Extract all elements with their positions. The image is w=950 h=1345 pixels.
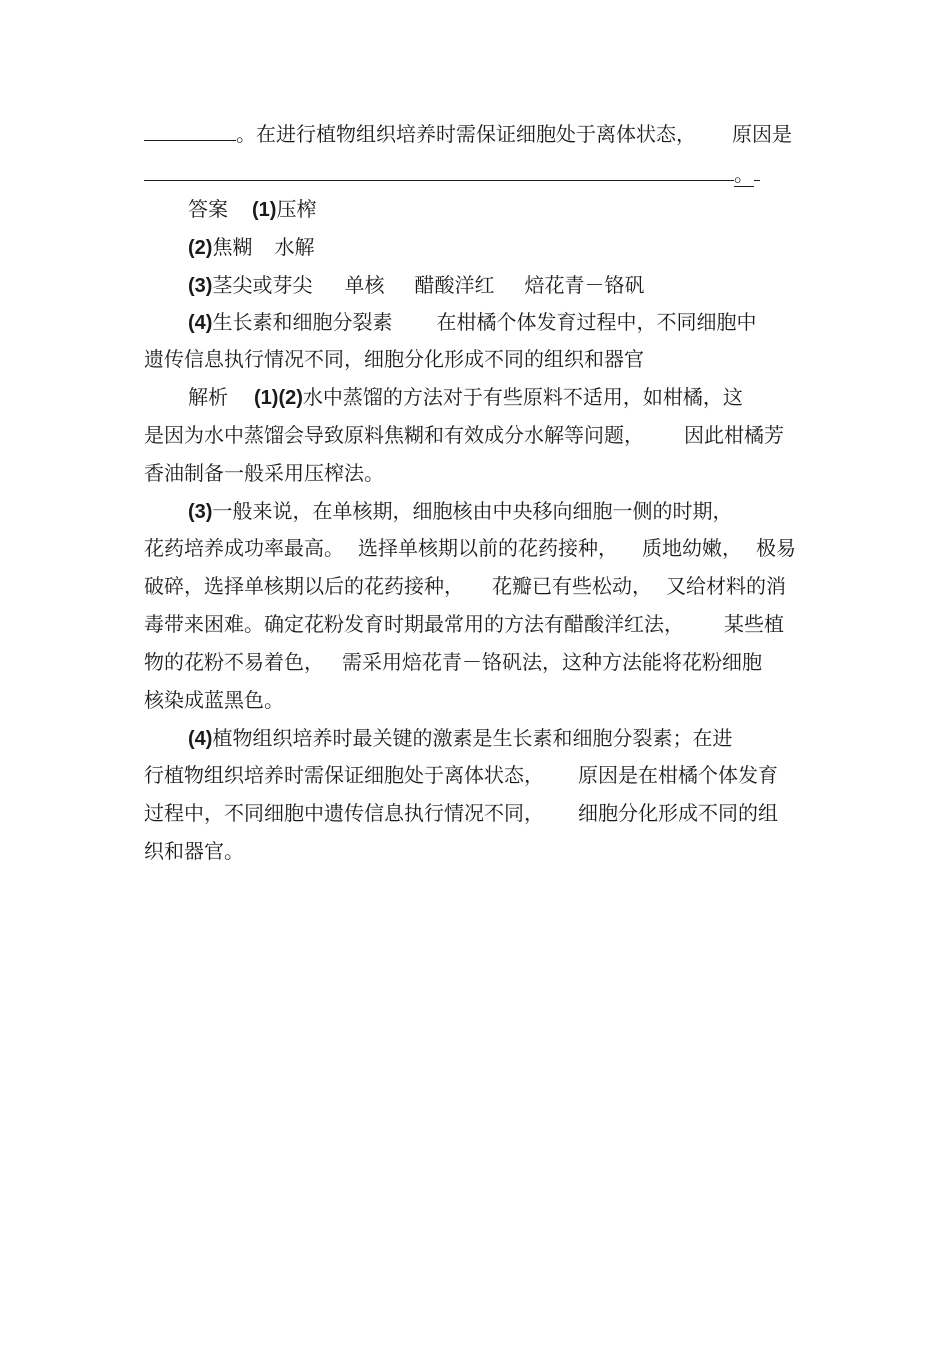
answer-blank-long	[144, 158, 734, 181]
analysis-num: (4)	[188, 728, 213, 750]
answer-item-3	[188, 271, 644, 299]
analysis-num: (1)(2)	[254, 387, 303, 409]
analysis-num: (3)	[188, 501, 213, 523]
analysis-text: 行植物组织培养时需保证细胞处于离体状态，	[144, 763, 544, 787]
answer-text: 生长素和细胞分裂素	[212, 310, 393, 334]
answer-text: 醋酸洋红	[414, 273, 495, 297]
analysis-text: 极易	[756, 536, 796, 560]
answer-blank-short	[144, 118, 236, 141]
analysis-text: 原因是在柑橘个体发育	[578, 763, 778, 787]
answer-text: 茎尖或芽尖	[212, 273, 313, 297]
answer-num: (2)	[188, 237, 213, 259]
analysis-text: 某些植	[724, 612, 784, 636]
analysis-text: 细胞分化形成不同的组	[578, 801, 778, 825]
answer-text: 焦糊	[212, 235, 253, 259]
answer-text: 在柑橘个体发育过程中，不同细胞中	[436, 310, 757, 334]
analysis-text: 花药培养成功率最高。	[144, 536, 344, 560]
analysis-p3-line-2	[144, 761, 778, 789]
analysis-text: 是因为水中蒸馏会导致原料焦糊和有效成分水解等问题，	[144, 423, 644, 447]
analysis-p2-line-6	[144, 686, 284, 714]
analysis-p2-line-1	[188, 497, 732, 525]
analysis-p1-line-3	[144, 459, 384, 487]
analysis-text: 香油制备一般采用压榨法。	[144, 461, 384, 485]
analysis-text: 选择单核期以前的花药接种，	[358, 536, 618, 560]
analysis-label: 解析	[188, 385, 228, 409]
analysis-p2-line-2	[144, 534, 796, 562]
answer-num: (3)	[188, 275, 213, 297]
analysis-p3-line-1	[188, 724, 732, 752]
analysis-text: 物的花粉不易着色，	[144, 650, 324, 674]
answer-text: 水解	[274, 235, 315, 259]
analysis-text: 毒带来困难。确定花粉发育时期最常用的方法有醋酸洋红法，	[144, 612, 684, 636]
analysis-text: 又给材料的消	[666, 574, 786, 598]
analysis-text: 水中蒸馏的方法对于有些原料不适用，如柑橘，这	[302, 385, 743, 409]
analysis-text: 因此柑橘芳	[684, 423, 784, 447]
analysis-text: 过程中，不同细胞中遗传信息执行情况不同，	[144, 801, 544, 825]
question-line-1	[144, 118, 792, 146]
analysis-text: 需采用焙花青－铬矾法，这种方法能将花粉细胞	[342, 650, 762, 674]
answer-item-4	[188, 308, 756, 336]
analysis-p3-line-3	[144, 799, 778, 827]
answer-label: 答案	[188, 197, 228, 221]
analysis-p1-line-1	[188, 383, 743, 411]
analysis-p3-line-4	[144, 837, 244, 865]
question-line-2	[144, 158, 760, 186]
analysis-p2-line-4	[144, 610, 784, 638]
answer-text: 单核	[344, 273, 385, 297]
question-text-end: 原因是	[732, 122, 792, 146]
answer-text: 遗传信息执行情况不同，细胞分化形成不同的组织和器官	[144, 347, 644, 371]
answer-item-1	[188, 195, 316, 223]
answer-num: (4)	[188, 312, 213, 334]
analysis-text: 核染成蓝黑色。	[144, 688, 284, 712]
answer-text: 压榨	[276, 197, 317, 221]
answer-item-2	[188, 233, 314, 261]
answer-item-4-cont	[144, 345, 644, 373]
answer-text: 焙花青－铬矾	[524, 273, 645, 297]
analysis-p1-line-2	[144, 421, 784, 449]
question-period: 。	[734, 162, 754, 186]
analysis-text: 织和器官。	[144, 839, 244, 863]
answer-num: (1)	[252, 199, 277, 221]
analysis-text: 一般来说，在单核期，细胞核由中央移向细胞一侧的时期，	[212, 499, 733, 523]
analysis-p2-line-5	[144, 648, 762, 676]
analysis-text: 植物组织培养时最关键的激素是生长素和细胞分裂素；在进	[212, 726, 733, 750]
question-text: 。在进行植物组织培养时需保证细胞处于离体状态，	[236, 122, 696, 146]
analysis-text: 花瓣已有些松动，	[492, 574, 652, 598]
analysis-text: 质地幼嫩，	[642, 536, 742, 560]
analysis-p2-line-3	[144, 572, 786, 600]
analysis-text: 破碎，选择单核期以后的花药接种，	[144, 574, 464, 598]
